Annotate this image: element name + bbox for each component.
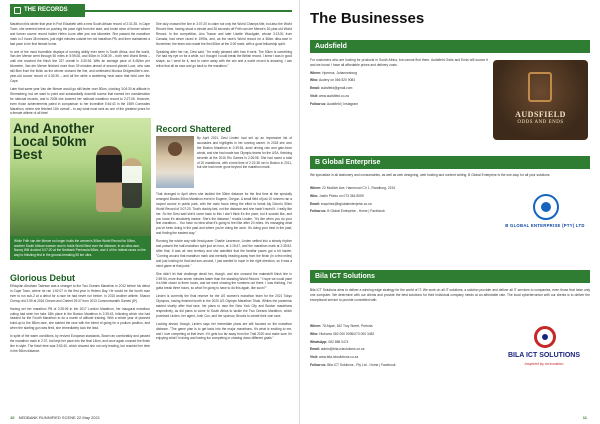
footer-text: NEDBANK RUNNIFIED SCENE 22 May 2021 [18, 415, 100, 420]
record-side-column [197, 136, 292, 173]
frame-icon [528, 72, 552, 102]
page-title: The Businesses [310, 10, 425, 27]
email-link[interactable]: enquiries@bglobalenterprise.co.za [320, 201, 372, 206]
record-column [156, 192, 292, 344]
page-number: 11 [582, 415, 587, 420]
section-tab [10, 4, 85, 17]
paragraph: In spite of the warm conditions, by revived European standards, Bosei ran comfortably and passed the marathon mark in 2:37, but kept her pace into the final 14km, and once again crossed the finish line in style. The finish time was 3:52:40, which showed she not only leading, but reached her time in the 56km distance. [10, 334, 150, 353]
photo-headline: And Another Local 50km Best [13, 121, 95, 162]
header-rule [85, 10, 292, 12]
left-footer [10, 415, 100, 420]
contact-line: Email: admin@bila-ictsolutions.co.za [310, 347, 365, 352]
contact-line: Follow us: Audsfield | Instagram [310, 101, 358, 106]
paragraph: Looking ahead, though, Linden says her immediate plans are still focused on the marathon distance. "The game plan is to get back into the major marathons. It's what is exciting to me, and I love competing at that level. If it gets too far away from the Trail 2020 and make sure I'm enjoying what I'm doing and having fun competing or chasing down different goals." [156, 321, 292, 341]
globe-icon [533, 194, 559, 220]
page-number: 10 [10, 415, 15, 420]
contact-line: WhatsApp: 082 888 0474 [310, 339, 349, 344]
contact-line: Who: Justin Pheko on 073 364 8059 [310, 193, 364, 198]
contact-line: Email: enquiries@bglobalenterprise.co.za [310, 201, 372, 206]
website-link[interactable]: www.audsfield.co.za [318, 93, 349, 98]
contact-line: Where: Hpmeos, Johannesburg [310, 70, 358, 75]
paragraph: In one of the most incredible displays of running ability ever seen in South Africa, and the world, Van der Merwe went through 50 miles in 5:59:26, and 50km in 3:08:39 – both new World Bests – until she reached the finish line 237 overall in 3:30:36. With an average pace of 3:45/km per kilometre, Van der Merwe finished more than 39 minutes ahead of second-placed Luce, who was still 8km from the finish as the winner crossed the line, and celebrated Monica Drögemöller's one-year-old course record of 4:33:35 – and all the while a sweltering heat wave that held over the Cape. [10, 49, 150, 83]
paragraph: Marathon this winter that year in Port Elizabeth with a new South African record of 2:31:35. In Cape Town, she seemed intent on pushing the pace right from the start, and broke clear of former winner and former course record holder Helen Lucre after just one kilometre. She passed the marathon mark in 2 hours 38 minutes, just eight minutes outside her old marathon PB, and then maintained a fast pace to be first female home. [10, 22, 150, 46]
logo-name: BILA ICT SOLUTIONS [507, 352, 581, 359]
linden-photo [156, 136, 194, 188]
section-header [0, 0, 300, 20]
bila-bar: Bila ICT Solutions [310, 270, 590, 283]
social-link[interactable]: B Global Enterprise - Home | Facebook [327, 209, 385, 214]
paragraph: Ethiopian Abraham Tadesse was a stranger to the Two Oceans Marathon in 2012 before his debut in Cape Town, where he ran 1:52:07 in the first year in Helens Bay. He would be the fourth man ever to run sub-2 at a debut for a race he had never run before. In 2015 another athlete, Sharon Cherop did 2:59 at 2016 Cheam and Chebet 29:37 from 2013 Commonwealth Games (8*). [10, 284, 150, 303]
bila-logo [496, 326, 592, 384]
social-link[interactable]: Bila ICT Solutions - Pty Ltd - Home | Facebook [327, 362, 396, 367]
business-description: We specialise in all stationery and consumables, as well as web designing, web hosting and content writing. B Global Enterprise is the one-stop for all your solutions. [310, 173, 551, 177]
records-icon [14, 7, 21, 14]
audsfield-bar: Audsfield [310, 40, 590, 53]
paragraph: She didn't let that challenge derail her, though, and she crossed the makeshift finish line in 2:59:54, more than seven minutes faster than the standing World Record. "I hope we could pace it a little closer to three hours, and we were chasing the numbers out there. I was thinking, I've gotta break three hours, so what I'm going to have to do this again, like soon?" [156, 271, 292, 291]
website-link[interactable]: www.bila-ictsolutions.co.za [318, 355, 359, 360]
right-page [300, 0, 600, 424]
email-link[interactable]: admin@bila-ictsolutions.co.za [320, 347, 365, 352]
paragraph: Later that same year Van der Merwe would go still faster over 50km, clocking 3:04:30 at altitude in Stormsberg, but we want to point and substantially downhill course that earned her consideration for national records, and in 2005 she lowered her national marathon record to 2:27:06. However, even those achievements paled in comparison to her incredible 5:54:43 in the 1989 Comrades Marathon, where she finished 11th overall – to say what must rank as one of the greatest years for a female athlete of all time! [10, 86, 150, 116]
contact-line: Who: Audery on 066 520 9084 [310, 78, 356, 83]
audsfield-text [310, 58, 488, 110]
business-description: Bila ICT Solutions aims to deliver a winning edge strategy for the world of IT. We work on all IT solutions; a solution provider and deliver all IT services to companies, even those that have only one computer. We determine with our clients and provide the best solutions for their individual company needs at an affordable rate. The local cyberterrorism with our clients is to deliver the exceptional service to provide committed with. [310, 288, 590, 302]
logo-name: AUDSFIELD [515, 110, 566, 119]
right-footer [583, 415, 590, 420]
paragraph: Running the whole way with head-pacer Charlie Lawrence, Linden settled into a steady rhythm and passed the half-marathon split just an hour, at 1:15:47, and the marathon mark at 2:35:52. After that, it was all new territory and she admitted that the familiar paces got a bit harder. "Coming around that marathon mark and mentally heading away from the finish (in a few miles) and just looking for that last turn-around, I just wanted to hope in the right direction, so it was a mind game at that point." [156, 239, 292, 268]
contact-line: Follow us: Bila ICT Solutions - Pty Ltd - Home | Facebook [310, 362, 396, 367]
bglobal-logo [503, 194, 587, 236]
paragraph: Speaking after her run, Desi said, "I'm really pleased with how it went. The 50km is something I've had my eye on for a while, so I thought I could break the British record. I knew I was in good shape, so I went for it, and to come away with the win and a world record is amazing. I can relive that all as race and go back to the marathon." [156, 49, 292, 69]
email-link[interactable]: audsfield@gmail.com [320, 86, 353, 91]
contact-line: Where: 78 Alyae, 162 Troy Street, Pretoria [310, 324, 373, 328]
contact-line: Email: audsfield@gmail.com [310, 86, 353, 91]
contact-line: Visit: www.audsfield.co.za [310, 93, 349, 98]
glorious-heading: Glorious Debut [10, 273, 75, 283]
paragraph: She duly crossed the line in 3:07:20 to claim not only the World Champs title, but also the World Record time, having stood a minute and 26 seconds off Frith van der Merwe's 30-year-old World Record. In the competition, Ann Trason and later Lisette Woodgate, whose 3:13:51 from Canada, had never raced in 1990s, and, as the race's World record for a 56km ultra-race in November, the team who made the first 50km at the 3:00 mark, with a good fellowship spirit. [156, 22, 292, 46]
bila-ring-icon [534, 326, 556, 348]
paragraph: That changed in April when she tackled the 50km distance for the first time at the specially arranged Brooks 50km Marathon event in Eugene, Oregon. A small field of just 10 runners ran a looped course in public park, with the main focus being the effort to break Aly Dixon's 50km World Record of 3:07:20. That's doubly-fast, not the distance and she hadn't raced it. I really like her. So the Desi said she'd come back to this I don't think it's the pace, but it sounds like, and you know it's absolutely insane. She's the distance," recalls Linden. "It's like when you do your first marathon... You have no idea what it's going to feel like after 20 miles. It's managing what you've been doing in the past and where you're doing the work. It's doing your best in the past, and finding the easiest way." [156, 192, 292, 236]
contact-line: Where: 22 Modlich Ave, Hammond CV 1, Randburg, 2194 [310, 186, 396, 190]
runner-figure [122, 158, 142, 208]
bglobal-bar: B Global Enterprise [310, 156, 590, 169]
social-link[interactable]: Audsfield | Instagram [327, 101, 358, 106]
record-heading: Record Shattered [156, 124, 232, 134]
contact-line: Follow us: B Global Enterprise - Home | Facebook [310, 209, 385, 214]
bglobal-text [310, 173, 590, 181]
contact-line: Visit: www.bila-ictsolutions.co.za [310, 355, 359, 360]
runner-photo [10, 118, 151, 236]
contact-line: Who: Hlokomo 082 000 0096/073 000 3482 [310, 331, 375, 336]
section-label: THE RECORDS [24, 7, 68, 13]
left-column-2 [156, 22, 292, 72]
audsfield-logo [493, 60, 588, 140]
left-column-1 [10, 22, 150, 119]
logo-sub: ODDS AND ENDS [517, 120, 564, 125]
paragraph: By April 2021, Desi Linden had set up an impressive list of accolades and highlights in her running career. In 2018 she won the Boston Marathon in 2:39:54, amid driving rain and gale-force winds, and she had made two Olympic teams for the USA, finishing seventh at the 2016 Rio Games in 2:26:08. She had raced a total of 20 marathons, with a best time of 2:22:38 run in Boston in 2011, but she had never gone beyond the marathon mark. [197, 136, 292, 170]
logo-tagline: Inspired by innovation [524, 361, 564, 366]
paragraph: Linden is currently the final reserve for the US women's marathon team for the 2021 Tokyo Olympics, having finished fourth in the 2020 US Olympic Marathon Trials. Whiles the pandemic started shortly after that race, her plans to race the New York City and Boston marathons respectively, as did plans to come to South Africa to tackle the Two Oceans Marathon, which promised Linden, her agent, Josh Cox, and her sponsor, Brooks to create their own race. [156, 294, 292, 318]
logo-text: B GLOBAL ENTERPRISE (PTY) LTD [505, 223, 585, 228]
glorious-column [10, 284, 150, 357]
paragraph: Having set her marathon PB of 2:28:06 in the 2017 London Marathon, her inaugural marathon outing had seen her take 18th place in the Boston Marathon in 2:35:43, following which she had headed for the Fourth Marathon to do a month of altitude training. With a whole year of planned build-up to the 56km race, she started the race with the intent of going for a podium position, and when the starting gun was fired, she immediately took the lead. [10, 306, 150, 331]
bila-contacts [310, 324, 492, 371]
bglobal-contacts [310, 186, 495, 217]
business-description: For customers who are looking for products in South Africa, but cannot find them, Audsfield Odds and Ends will source it and we know! I have all affordable prices and delivery costs. [310, 58, 488, 67]
photo-caption: While Frith van der Merwe no longer holds the women's 50km World Record for 50km, another South African woman now in holds World Best over the distance, in an ultra-race, Nancy Will clocked 3:07:20 at the Nedbank Peninsula 56km, and 4 of the hottest races on the way to finishing first in the ground-breaking 50 km ultra. [10, 236, 151, 260]
bila-text [310, 288, 590, 305]
